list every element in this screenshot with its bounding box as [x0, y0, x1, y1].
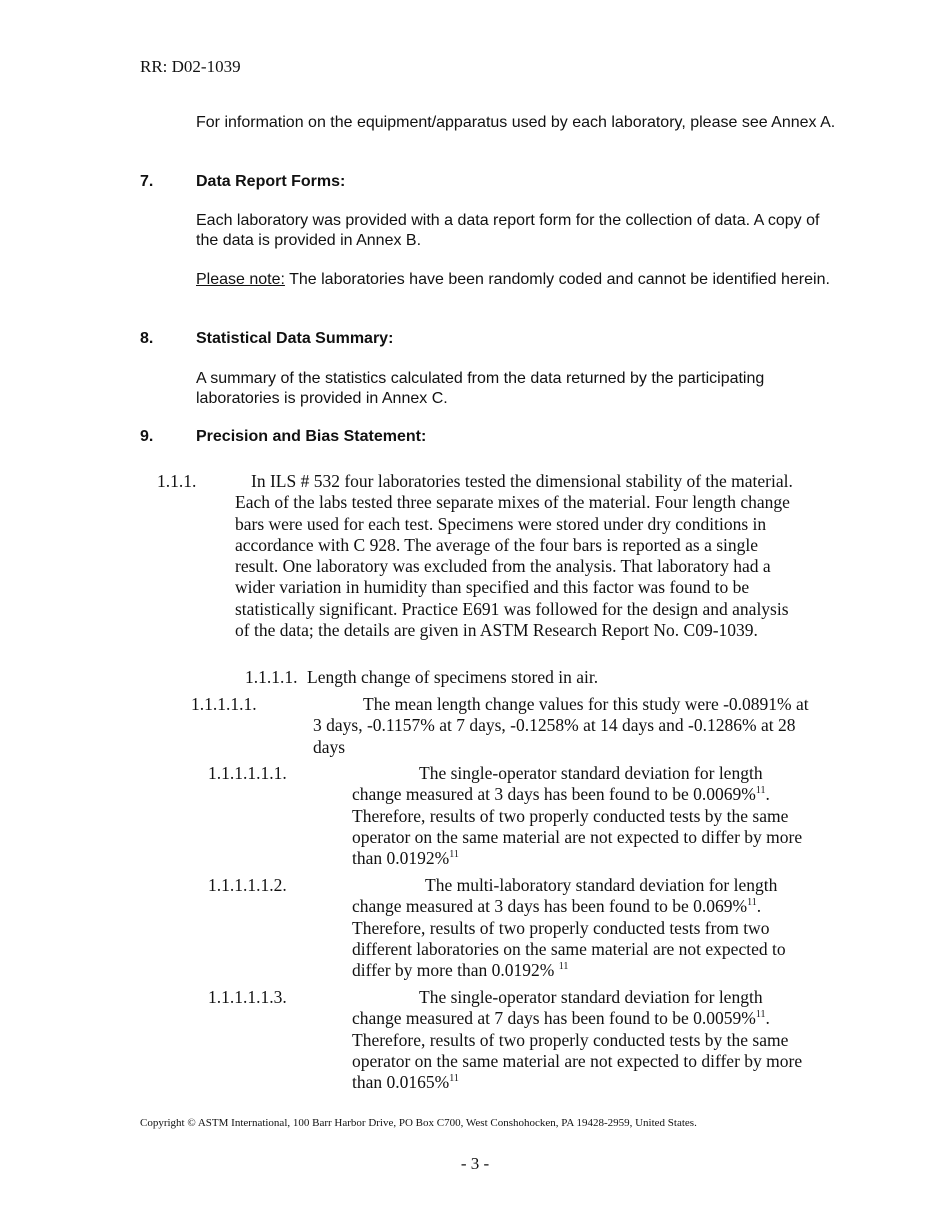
section-7-note: [196, 270, 836, 290]
section-7-title: Data Report Forms:: [196, 173, 346, 190]
section-8-body: A summary of the statistics calculated from the data returned by the participating laboratories is provided in Annex C.: [196, 370, 765, 407]
footnote-ref: 11: [755, 785, 766, 797]
item-text-a: The multi-laboratory standard deviation for length change measured at 3 days has been found to be 0.069%: [352, 875, 778, 917]
footnote-ref: 11: [558, 961, 569, 973]
item-text-b: . Therefore, results of two properly conducted tests from two different laboratories on the same material are not expected to differ by more than 0.0192%: [352, 896, 786, 981]
footnote-ref: 11: [755, 1009, 766, 1021]
precision-item-1-1-1-1-1-2: [208, 875, 814, 981]
precision-item-1-1-1-1-1-1: [208, 763, 814, 869]
item-text-a: The single-operator standard deviation for length change measured at 7 days has been found to be 0.0059%: [352, 987, 763, 1029]
item-label: 1.1.1.1.1.1.: [208, 763, 287, 783]
note-label: Please note:: [196, 271, 285, 288]
report-id-header: RR: D02-1039: [140, 57, 241, 76]
item-text-a: The single-operator standard deviation for length change measured at 3 days has been found to be 0.0069%: [352, 763, 763, 805]
section-7-body: Each laboratory was provided with a data report form for the collection of data. A copy of the data is provided in Annex B.: [196, 212, 820, 249]
section-8-number: 8.: [140, 330, 154, 347]
page-number: - 3 -: [460, 1154, 490, 1173]
item-text: In ILS # 532 four laboratories tested the dimensional stability of the material. Each of the labs tested three separate mixes of the material. Four length change bars were used for each test. Specimens were stored under dry conditions in accordance with C 928. The average of the four bars is reported as a single result. One laboratory was excluded from the analysis. That laboratory had a wider variation in humidity than specified and this factor was found to be statistically significant. Practice E691 was followed for the design and analysis of the data; the details are given in ASTM Research Report No. C09-1039.: [235, 471, 793, 641]
item-label: 1.1.1.1.1.3.: [208, 987, 287, 1007]
footnote-ref: 11: [449, 1073, 459, 1085]
section-9-number: 9.: [140, 428, 154, 445]
item-text-b: . Therefore, results of two properly conducted tests by the same operator on the same material are not expected to differ by more than 0.0192%: [352, 784, 803, 869]
precision-item-1-1-1-1-1-3: [208, 987, 814, 1093]
section-7-number: 7.: [140, 173, 154, 190]
intro-paragraph: For information on the equipment/apparatus used by each laboratory, please see Annex A.: [196, 114, 836, 131]
section-9-title: Precision and Bias Statement:: [196, 428, 427, 445]
precision-item-1-1-1: [157, 471, 805, 641]
item-label: 1.1.1.1.1.2.: [208, 875, 287, 895]
item-text: Length change of specimens stored in air.: [307, 667, 599, 687]
section-8-title: Statistical Data Summary:: [196, 330, 394, 347]
footnote-ref: 11: [747, 897, 757, 909]
precision-item-1-1-1-1-1: [191, 694, 813, 758]
item-label: 1.1.1.: [157, 471, 197, 491]
note-text: The laboratories have been randomly coded and cannot be identified herein.: [284, 271, 830, 288]
precision-item-1-1-1-1: [245, 667, 815, 688]
item-label: 1.1.1.1.1.: [191, 694, 257, 714]
item-label: 1.1.1.1.: [245, 667, 298, 687]
item-text: The mean length change values for this study were -0.0891% at 3 days, -0.1157% at 7 days, -0.1258% at 14 days and -0.1286% at 28 days: [313, 694, 809, 757]
footnote-ref: 11: [449, 849, 459, 861]
copyright-footer: Copyright © ASTM International, 100 Barr Harbor Drive, PO Box C700, West Conshohocken, PA 19428-2959, United States.: [140, 1117, 697, 1129]
item-text-b: . Therefore, results of two properly conducted tests by the same operator on the same material are not expected to differ by more than 0.0165%: [352, 1008, 803, 1093]
